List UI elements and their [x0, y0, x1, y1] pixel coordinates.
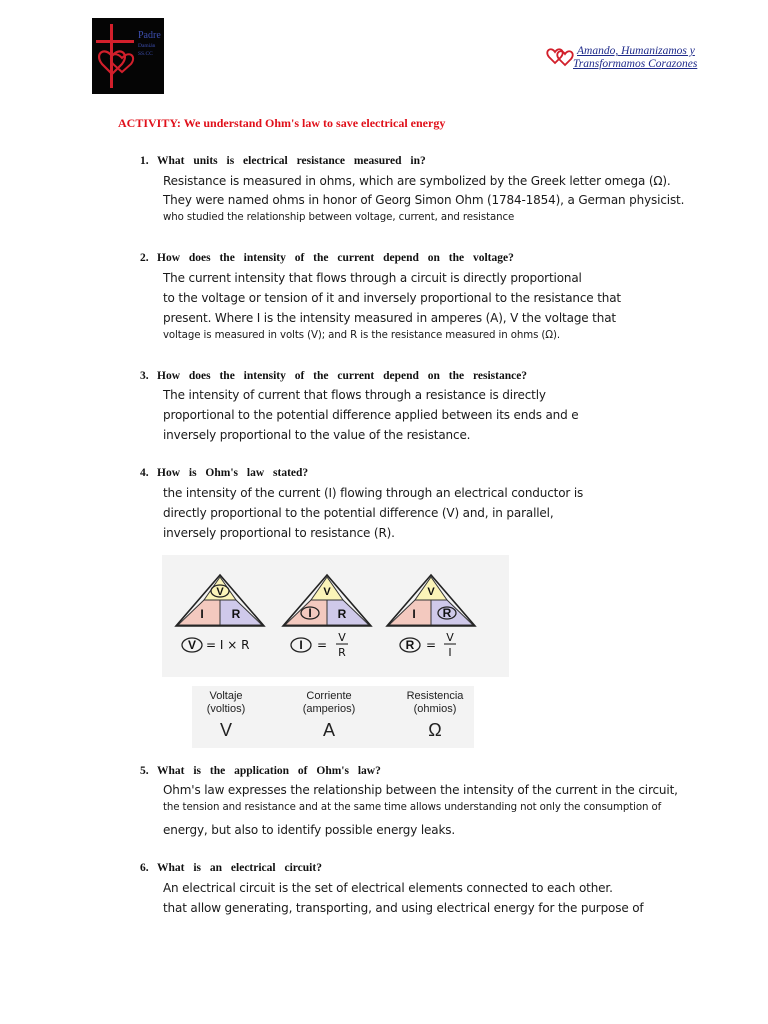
formula-denominator: R	[338, 646, 346, 659]
answer-line: The current intensity that flows through a circuit is directly proportional	[163, 271, 582, 285]
unit-label: Voltaje	[209, 690, 243, 702]
unit-symbol: V	[219, 720, 232, 740]
answer-line: present. Where I is the intensity measured in amperes (A), V the voltage that	[163, 311, 616, 325]
formula-equals: =	[425, 638, 437, 652]
answer-line: proportional to the potential difference applied between its ends and e	[163, 408, 579, 422]
question-number: 3.	[140, 370, 149, 382]
triangle-label-v: V	[216, 586, 224, 598]
question-number: 6.	[140, 862, 149, 874]
question-number: 5.	[140, 765, 149, 777]
answer-line: Ohm's law expresses the relationship between the intensity of the current in the circuit,	[163, 783, 678, 797]
ohm-triangle-current	[283, 575, 371, 626]
formula-equals: =	[316, 638, 328, 652]
answer-line: inversely proportional to resistance (R).	[163, 526, 395, 540]
question-number: 2.	[140, 252, 149, 264]
activity-title: ACTIVITY: We understand Ohm's law to save electrical energy	[118, 116, 446, 130]
unit-label: (amperios)	[302, 703, 356, 715]
triangle-label-i: I	[412, 607, 416, 621]
answer-line: the tension and resistance and at the same time allows understanding not only the consumption of	[163, 802, 662, 813]
question-6	[140, 862, 322, 874]
question-5	[140, 765, 381, 777]
question-text: How is Ohm's law stated?	[157, 467, 309, 479]
formula-resistance	[400, 631, 456, 659]
formula-denominator: I	[448, 646, 452, 659]
question-4	[140, 467, 308, 479]
answer-line: The intensity of current that flows through a resistance is directly	[163, 388, 546, 402]
answer-line: Resistance is measured in ohms, which are symbolized by the Greek letter omega (Ω).	[163, 174, 671, 188]
question-text: How does the intensity of the current depend on the resistance?	[157, 370, 528, 382]
question-1	[140, 155, 426, 167]
formula-current	[291, 631, 348, 659]
triangle-label-i: I	[200, 607, 204, 621]
formula-numerator: V	[338, 631, 346, 644]
question-text: What is the application of Ohm's law?	[157, 765, 381, 777]
question-text: What is an electrical circuit?	[157, 862, 322, 874]
question-number: 4.	[140, 467, 149, 479]
formula-lhs: I	[299, 638, 303, 652]
question-3	[140, 370, 527, 382]
unit-current	[282, 690, 376, 742]
answer-line: the intensity of the current (I) flowing through an electrical conductor is	[163, 486, 584, 500]
question-text: What units is electrical resistance measured in?	[157, 155, 426, 167]
formula-numerator: V	[446, 631, 454, 644]
ohm-triangles-diagram	[162, 555, 509, 677]
logo-text-line: Damián	[138, 43, 156, 49]
unit-voltage	[179, 690, 273, 742]
ohm-triangle-voltage	[176, 575, 264, 626]
question-number: 1.	[140, 155, 149, 167]
formula-voltage	[182, 638, 249, 652]
unit-label: (voltios)	[206, 703, 246, 715]
triangle-label-r: R	[231, 607, 241, 621]
triangle-label-i: I	[308, 606, 312, 620]
answer-line: voltage is measured in volts (V); and R is the resistance measured in ohms (Ω).	[163, 330, 560, 341]
formula-lhs: R	[405, 638, 415, 652]
unit-label: Corriente	[306, 690, 352, 702]
motto-line: Transformamos Corazones	[573, 58, 698, 70]
triangle-label-r: R	[442, 606, 452, 620]
answer-line: An electrical circuit is the set of electrical elements connected to each other.	[163, 881, 613, 895]
unit-symbol: A	[322, 720, 335, 740]
triangle-label-r: R	[337, 607, 347, 621]
answer-line: that allow generating, transporting, and using electrical energy for the purpose of	[163, 901, 644, 915]
formula-lhs: V	[187, 638, 197, 652]
logo-text-line: SS.CC	[138, 51, 153, 57]
answer-line: They were named ohms in honor of Georg Simon Ohm (1784-1854), a German physicist.	[163, 193, 685, 207]
unit-label: (ohmios)	[413, 703, 457, 715]
motto-logo-right	[545, 44, 731, 72]
question-2	[140, 252, 514, 264]
ohm-units-legend	[192, 686, 474, 748]
answer-line: who studied the relationship between voltage, current, and resistance	[163, 212, 515, 223]
logo-text-line: Padre	[138, 30, 161, 41]
answer-line: energy, but also to identify possible energy leaks.	[163, 823, 456, 837]
answer-line: to the voltage or tension of it and inversely proportional to the resistance that	[163, 291, 621, 305]
question-text: How does the intensity of the current depend on the voltage?	[157, 252, 514, 264]
ohm-triangle-resistance	[387, 575, 475, 626]
triangle-label-v: V	[323, 586, 331, 598]
answer-line: directly proportional to the potential difference (V) and, in parallel,	[163, 506, 554, 520]
formula-rhs: = I × R	[206, 638, 250, 652]
answer-line: inversely proportional to the value of the resistance.	[163, 428, 471, 442]
unit-symbol: Ω	[428, 720, 442, 740]
triangle-label-v: V	[427, 586, 435, 598]
unit-label: Resistencia	[406, 690, 464, 702]
motto-line: Amando, Humanizamos y	[577, 45, 695, 57]
school-logo-left	[92, 18, 164, 94]
unit-resistance	[388, 690, 482, 742]
